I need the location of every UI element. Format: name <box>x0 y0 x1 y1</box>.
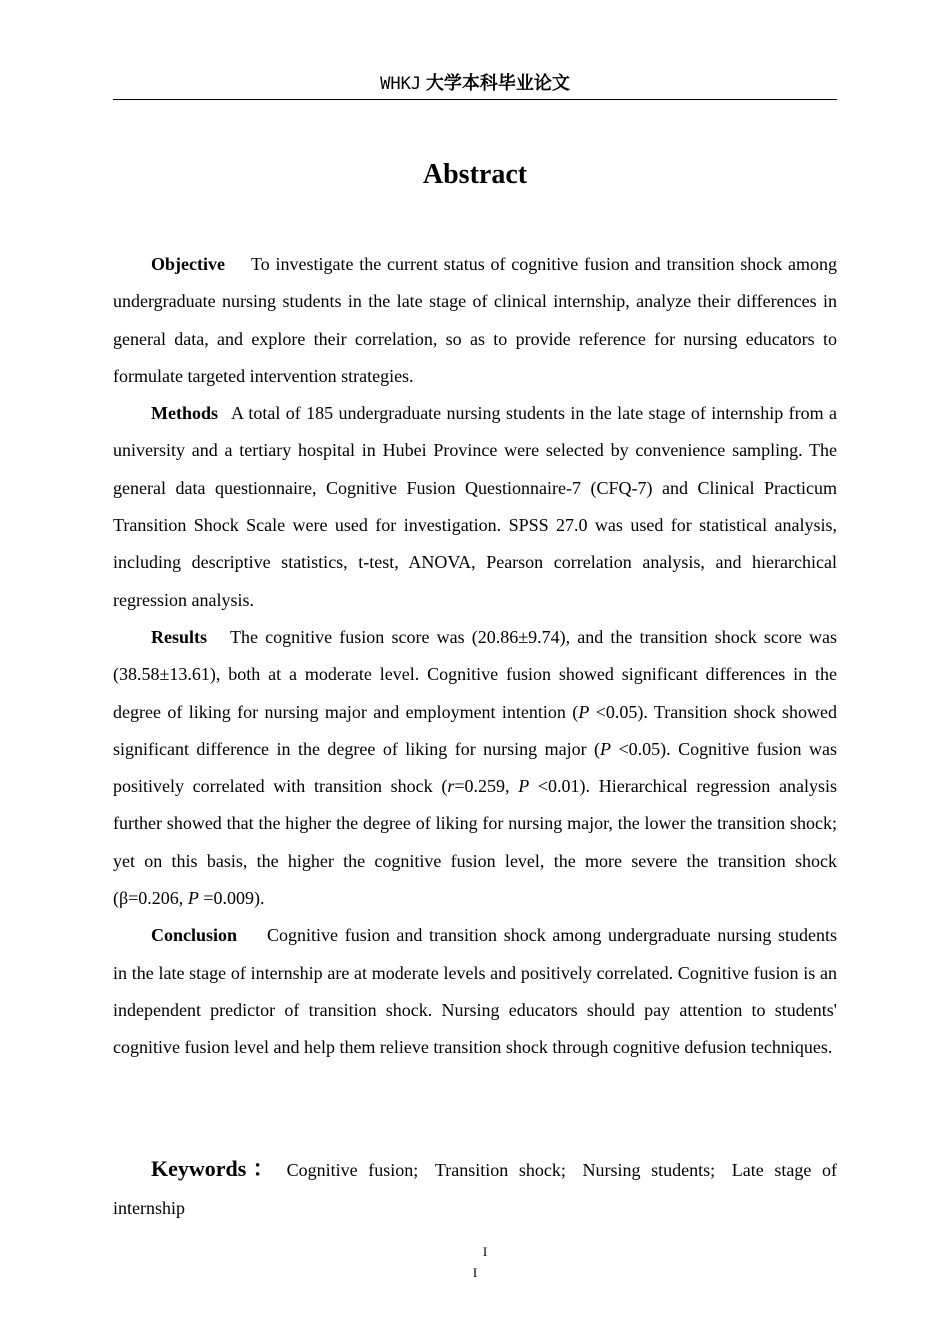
keywords-separator: ： <box>246 1156 281 1181</box>
objective-paragraph <box>113 246 837 395</box>
keyword-item: Cognitive fusion; <box>286 1160 419 1180</box>
keyword-item: Late stage of internship <box>113 1160 838 1218</box>
keyword-item: Nursing students; <box>582 1160 716 1180</box>
results-p-symbol-1: P <box>578 701 590 722</box>
results-text-3: <0.05). Cognitive fusion was positively correlated with transition shock ( <box>113 738 837 797</box>
methods-text: A total of 185 undergraduate nursing students in the late stage of internship from a university and a tertiary hospital in Hubei Province were selected by convenience sampling. The general data questionnaire, Cognitive Fusion Questionnaire-7 (CFQ-7) and Clinical Practicum Transition Shock Scale were used for investigation. SPSS 27.0 was used for statistical analysis, including descriptive statistics, t-test, ANOVA, Pearson correlation analysis, and hierarchical regression analysis. <box>113 403 837 610</box>
conclusion-label: Conclusion <box>151 925 238 946</box>
results-text-5: <0.01). Hierarchical regression analysis further showed that the higher the degree of liking for nursing major, the lower the transition shock; yet on this basis, the higher the cognitive fusion level, the more severe the transition shock (β=0.206, <box>113 776 837 909</box>
results-p-symbol-2: P <box>600 738 612 759</box>
results-label: Results <box>151 626 208 647</box>
results-r-symbol: r <box>447 776 455 797</box>
results-text-1: The cognitive fusion score was (20.86±9.74), and the transition shock score was (38.58±13.61), both at a moderate level. Cognitive fusion showed significant differences in the degree of liking for nursing major and employment intention ( <box>113 626 837 722</box>
results-paragraph <box>113 619 837 917</box>
results-text-4: =0.259, <box>454 776 519 797</box>
page-number: I <box>482 1244 488 1259</box>
results-text-2: <0.05). Transition shock showed significant difference in the degree of liking for nursing major ( <box>113 701 837 759</box>
page-title: Abstract <box>422 159 528 190</box>
results-p-symbol-3: P <box>518 776 530 797</box>
conclusion-paragraph <box>113 917 837 1066</box>
header-cjk-text: 大学本科毕业论文 <box>425 73 570 94</box>
abstract-body <box>113 246 837 1067</box>
header-latin-text: WHKJ <box>380 74 422 94</box>
page-number: I <box>472 1265 478 1280</box>
results-text-6: =0.009). <box>198 888 265 909</box>
methods-label: Methods <box>151 403 218 424</box>
objective-text: To investigate the current status of cognitive fusion and transition shock among undergraduate nursing students in the late stage of clinical internship, analyze their differences in general data, and explore their correlation, so as to provide reference for nursing educators to formulate targeted intervention strategies. <box>113 254 837 386</box>
results-p-symbol-4: P <box>187 888 199 909</box>
conclusion-text: Cognitive fusion and transition shock among undergraduate nursing students in the late stage of internship are at moderate levels and positively correlated. Cognitive fusion is an independent predictor of transition shock. Nursing educators should pay attention to students' cognitive fusion level and help them relieve transition shock through cognitive defusion techniques. <box>113 925 837 1058</box>
page-header <box>113 70 837 100</box>
methods-paragraph <box>113 395 837 619</box>
keyword-item: Transition shock; <box>434 1160 566 1180</box>
objective-label: Objective <box>151 254 225 274</box>
keywords-block <box>113 1150 837 1227</box>
keywords-label: Keywords <box>151 1156 247 1181</box>
